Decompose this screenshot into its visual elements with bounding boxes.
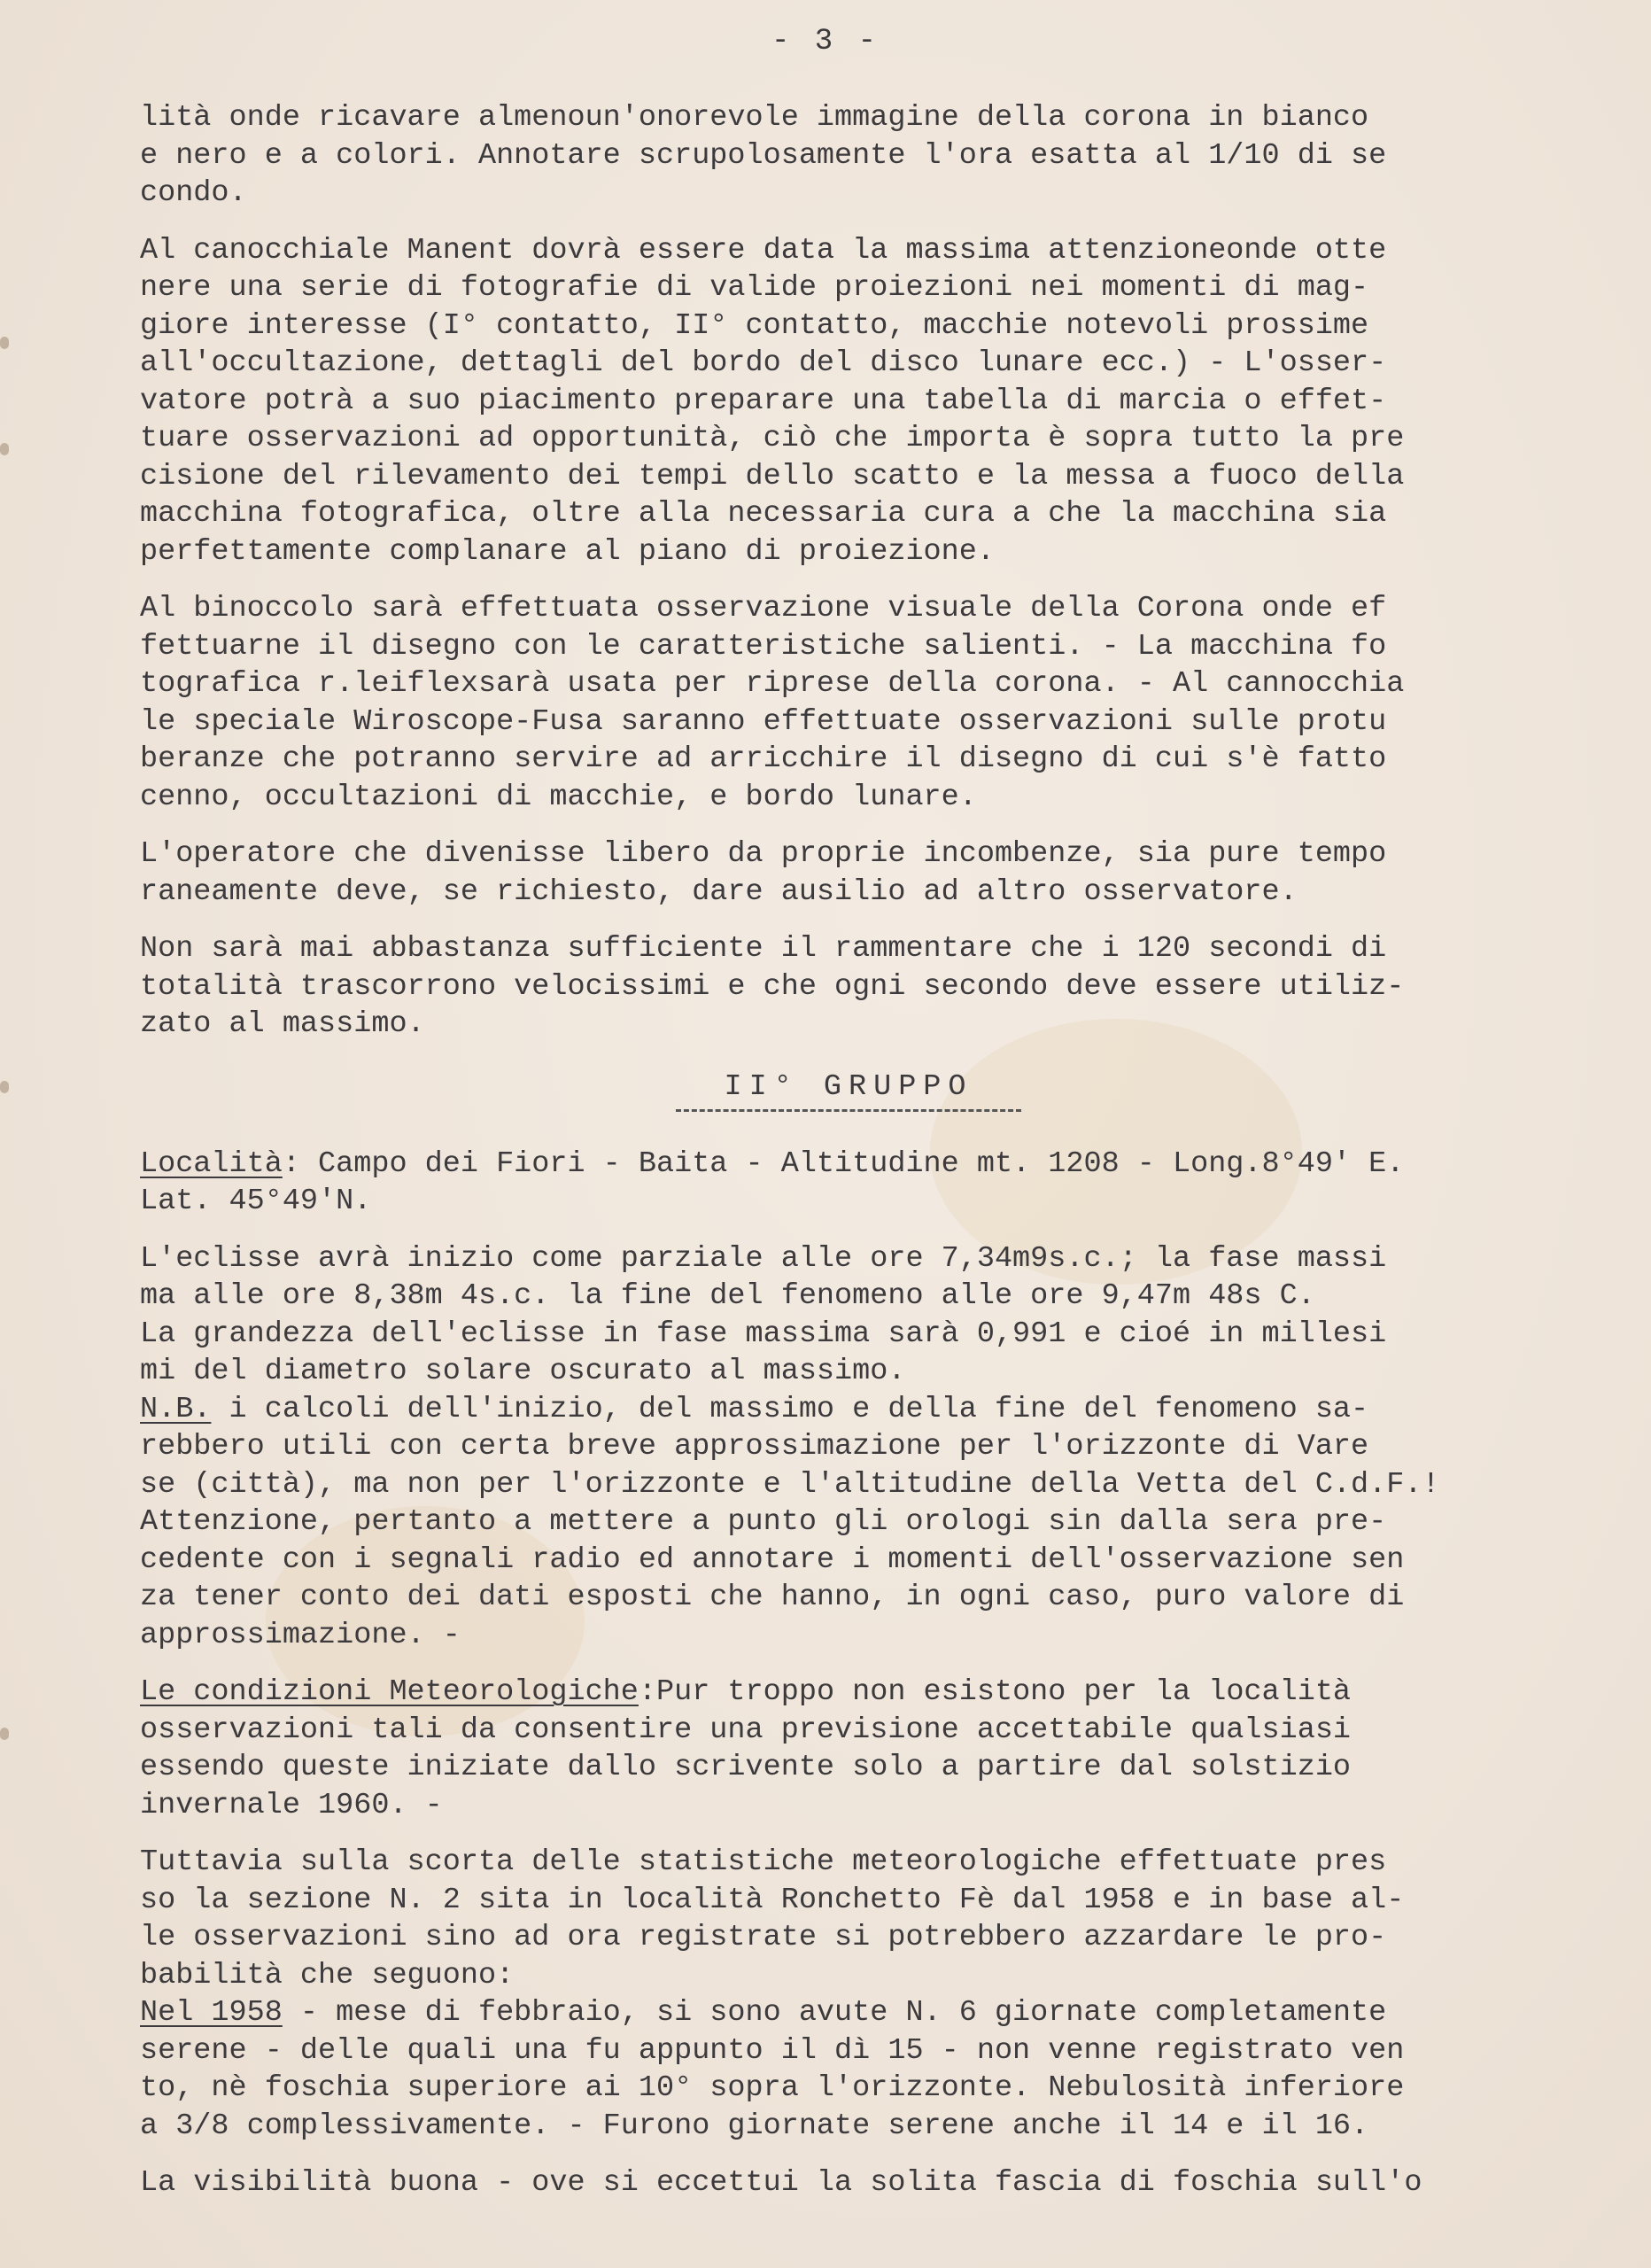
text-line: all'occultazione, dettagli del bordo del disco lunare ecc.) - L'osser-: [140, 346, 1387, 380]
text-line: Tuttavia sulla scorta delle statistiche meteorologiche effettuate pres: [140, 1845, 1387, 1879]
text-line: Attenzione, pertanto a mettere a punto gli orologi sin dalla sera pre-: [140, 1505, 1387, 1539]
page-number: - 3 -: [771, 25, 880, 58]
binder-hole-mark: [0, 337, 9, 349]
meteo-paragraph: [140, 1674, 1557, 1824]
text-line: condo.: [140, 176, 247, 210]
text-line: so la sezione N. 2 sita in località Ronchetto Fè dal 1958 e in base al-: [140, 1883, 1405, 1917]
localita-paragraph: [140, 1146, 1557, 1221]
text-line: za tener conto dei dati esposti che hanno, in ogni caso, puro valore di: [140, 1581, 1405, 1614]
text-line: invernale 1960. -: [140, 1788, 443, 1822]
meteo-label: Le condizioni Meteorologiche: [140, 1675, 639, 1709]
text-line: :Pur troppo non esistono per la località: [638, 1675, 1352, 1709]
text-line: totalità trascorrono velocissimi e che ogni secondo deve essere utiliz-: [140, 969, 1405, 1004]
text-line: a 3/8 complessivamente. - Furono giornate serene anche il 14 e il 16.: [140, 2109, 1369, 2143]
text-line: cedente con i segnali radio ed annotare i momenti dell'osservazione sen: [140, 1542, 1405, 1577]
section-heading-block: [140, 1070, 1557, 1112]
text-line: vatore potrà a suo piacimento preparare una tabella di marcia o effet-: [140, 384, 1387, 418]
text-line: La visibilità buona - ove si eccettui la solita fascia di foschia sull'o: [140, 2166, 1422, 2200]
eclipse-paragraph: [140, 1240, 1557, 1391]
text-line: raneamente deve, se richiesto, dare ausilio ad altro osservatore.: [140, 874, 1298, 909]
text-line: osservazioni tali da consentire una previsione accettabile qualsiasi: [140, 1713, 1352, 1747]
text-line: tografica r.leiflexsarà usata per riprese della corona. - Al cannocchia: [140, 667, 1405, 701]
binder-hole-mark: [0, 443, 9, 455]
localita-label: Località: [140, 1146, 283, 1181]
text-line: serene - delle quali una fu appunto il dì 15 - non venne registrato ven: [140, 2033, 1405, 2068]
text-line: tuare osservazioni ad opportunità, ciò che importa è sopra tutto la pre: [140, 422, 1405, 455]
text-line: perfettamente complanare al piano di proiezione.: [140, 534, 995, 569]
text-line: giore interesse (I° contatto, II° contatto, macchie notevoli prossime: [140, 308, 1369, 343]
text-line: mi del diametro solare oscurato al massimo.: [140, 1355, 906, 1388]
text-line: La grandezza dell'eclisse in fase massima sarà 0,991 e cioé in millesi: [140, 1317, 1387, 1351]
text-line: approssimazione. -: [140, 1618, 461, 1652]
text-line: rebbero utili con certa breve approssimazione per l'orizzonte di Vare: [140, 1430, 1369, 1464]
nel1958-paragraph: [140, 1994, 1557, 2145]
nel1958-label: Nel 1958: [140, 1996, 283, 2030]
text-line: L'eclisse avrà inizio come parziale alle ore 7,34m9s.c.; la fase massi: [140, 1241, 1387, 1276]
binder-hole-mark: [0, 1728, 9, 1740]
text-line: cenno, occultazioni di macchie, e bordo lunare.: [140, 780, 977, 814]
text-line: Non sarà mai abbastanza sufficiente il rammentare che i 120 secondi di: [140, 932, 1387, 966]
text-line: to, nè foschia superiore ai 10° sopra l'orizzonte. Nebulosità inferiore: [140, 2071, 1405, 2105]
text-line: cisione del rilevamento dei tempi dello scatto e la messa a fuoco della: [140, 459, 1405, 493]
text-line: macchina fotografica, oltre alla necessaria cura a che la macchina sia: [140, 497, 1387, 531]
text-line: - mese di febbraio, si sono avute N. 6 giornate completamente: [282, 1996, 1387, 2030]
final-paragraph: [140, 2164, 1557, 2202]
section-heading: II° GRUPPO: [724, 1069, 973, 1104]
text-line: Al canocchiale Manent dovrà essere data la massima attenzioneonde otte: [140, 233, 1387, 268]
nb-paragraph: [140, 1391, 1557, 1655]
text-line: beranze che potranno servire ad arricchire il disegno di cui s'è fatto: [140, 742, 1387, 776]
text-line: fettuarne il disegno con le caratteristiche salienti. - La macchina fo: [140, 629, 1387, 664]
text-line: essendo queste iniziate dallo scrivente solo a partire dal solstizio: [140, 1751, 1352, 1784]
text-line: se (città), ma non per l'orizzonte e l'altitudine della Vetta del C.d.F.!: [140, 1467, 1440, 1502]
paragraph: [140, 99, 1557, 213]
text-line: nere una serie di fotografie di valide proiezioni nei momenti di mag-: [140, 271, 1369, 305]
paragraph: [140, 930, 1557, 1044]
text-line: Lat. 45°49'N.: [140, 1184, 372, 1218]
paragraph: [140, 835, 1557, 911]
text-line: i calcoli dell'inizio, del massimo e della fine del fenomeno sa-: [211, 1392, 1369, 1426]
text-line: Al binoccolo sarà effettuata osservazione visuale della Corona onde ef: [140, 592, 1387, 625]
text-line: : Campo dei Fiori - Baita - Altitudine mt. 1208 - Long.8°49' E.: [282, 1146, 1405, 1181]
text-line: ma alle ore 8,38m 4s.c. la fine del fenomeno alle ore 9,47m 48s C.: [140, 1279, 1315, 1313]
paragraph: [140, 590, 1557, 816]
text-line: babilità che seguono:: [140, 1958, 515, 1992]
text-line: L'operatore che divenisse libero da proprie incombenze, sia pure tempo: [140, 837, 1387, 871]
nb-label: N.B.: [140, 1392, 212, 1426]
text-line: e nero e a colori. Annotare scrupolosamente l'ora esatta al 1/10 di se: [140, 138, 1387, 173]
text-line: le osservazioni sino ad ora registrate si potrebbero azzardare le pro-: [140, 1921, 1387, 1954]
binder-hole-mark: [0, 1081, 9, 1093]
tuttavia-paragraph: [140, 1844, 1557, 1994]
text-line: zato al massimo.: [140, 1007, 425, 1041]
text-line: le speciale Wiroscope-Fusa saranno effettuate osservazioni sulle protu: [140, 704, 1387, 739]
text-line: lità onde ricavare almenoun'onorevole immagine della corona in bianco: [140, 101, 1369, 135]
paragraph: [140, 232, 1557, 571]
document-body: [140, 99, 1557, 2202]
